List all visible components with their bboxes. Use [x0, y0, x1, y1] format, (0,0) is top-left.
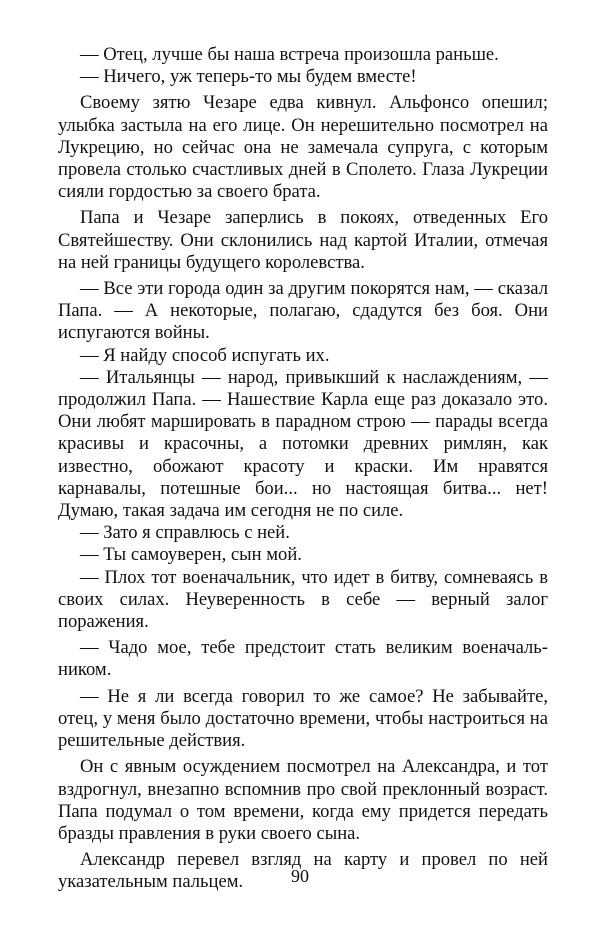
paragraph-3: Своему зятю Чезаре едва кивнул. Альфонсо опешил; улыбка застыла на его лице. Он нерешительно посмотрел на Лукрецию, но сейчас она не замечала супруга, с которым провела столько счастливых дней в Сполето. Глаза Лукреции сияли гордостью за своего брата. [58, 92, 548, 203]
paragraph-1: — Отец, лучше бы наша встреча произошла раньше. [80, 44, 499, 65]
paragraph-6: — Я найду способ испугать их. [80, 344, 330, 366]
paragraph-4: Папа и Чезаре заперлись в покоях, отведенных Его Святейшеству. Они склонились над картой Италии, отмечая на ней границы будущего королевства. [58, 207, 548, 273]
paragraph-7: — Итальянцы — народ, привыкший к наслаждениям, — продолжил Папа. — Нашествие Карла еще раз доказало это. Они любят маршировать в парадном строю — парады всегда красивы и красочны, а потомки древних римлян, как известно, обожают красоту и краски. Им нравятся карнавалы, потешные бои... но настоящая битва... нет! Думаю, такая задача им сегодня не по силе. [58, 366, 548, 522]
paragraph-13: Он с явным осуждением посмотрел на Александра, и тот вздрогнул, внезапно вспомнив про свой преклонный возраст. Папа подумал о том времени, когда ему придется передать бразды правления в руки своего сына. [58, 756, 548, 844]
paragraph-9: — Ты самоуверен, сын мой. [80, 544, 302, 566]
paragraph-10: — Плох тот военачальник, что идет в битву, сомневаясь в своих силах. Неуверенность в себе — верный залог поражения. [58, 566, 548, 633]
paragraph-11: — Чадо мое, тебе предстоит стать великим военачальником. [58, 637, 548, 681]
page-number: 90 [291, 866, 309, 886]
paragraph-14: Александр перевел взгляд на карту и провел по ней указательным пальцем. [58, 849, 548, 893]
paragraph-2: — Ничего, уж теперь-то мы будем вместе! [80, 66, 417, 88]
book-page-text [58, 44, 548, 894]
paragraph-12: — Не я ли всегда говорил то же самое? Не забывайте, отец, у меня было достаточно времени, чтобы настроиться на решительные действия. [58, 685, 548, 752]
paragraph-5: — Все эти города один за другим покорятся нам, — сказал Папа. — А некоторые, полагаю, сдадутся без боя. Они испугаются войны. [58, 278, 548, 344]
paragraph-8: — Зато я справлюсь с ней. [80, 522, 290, 544]
